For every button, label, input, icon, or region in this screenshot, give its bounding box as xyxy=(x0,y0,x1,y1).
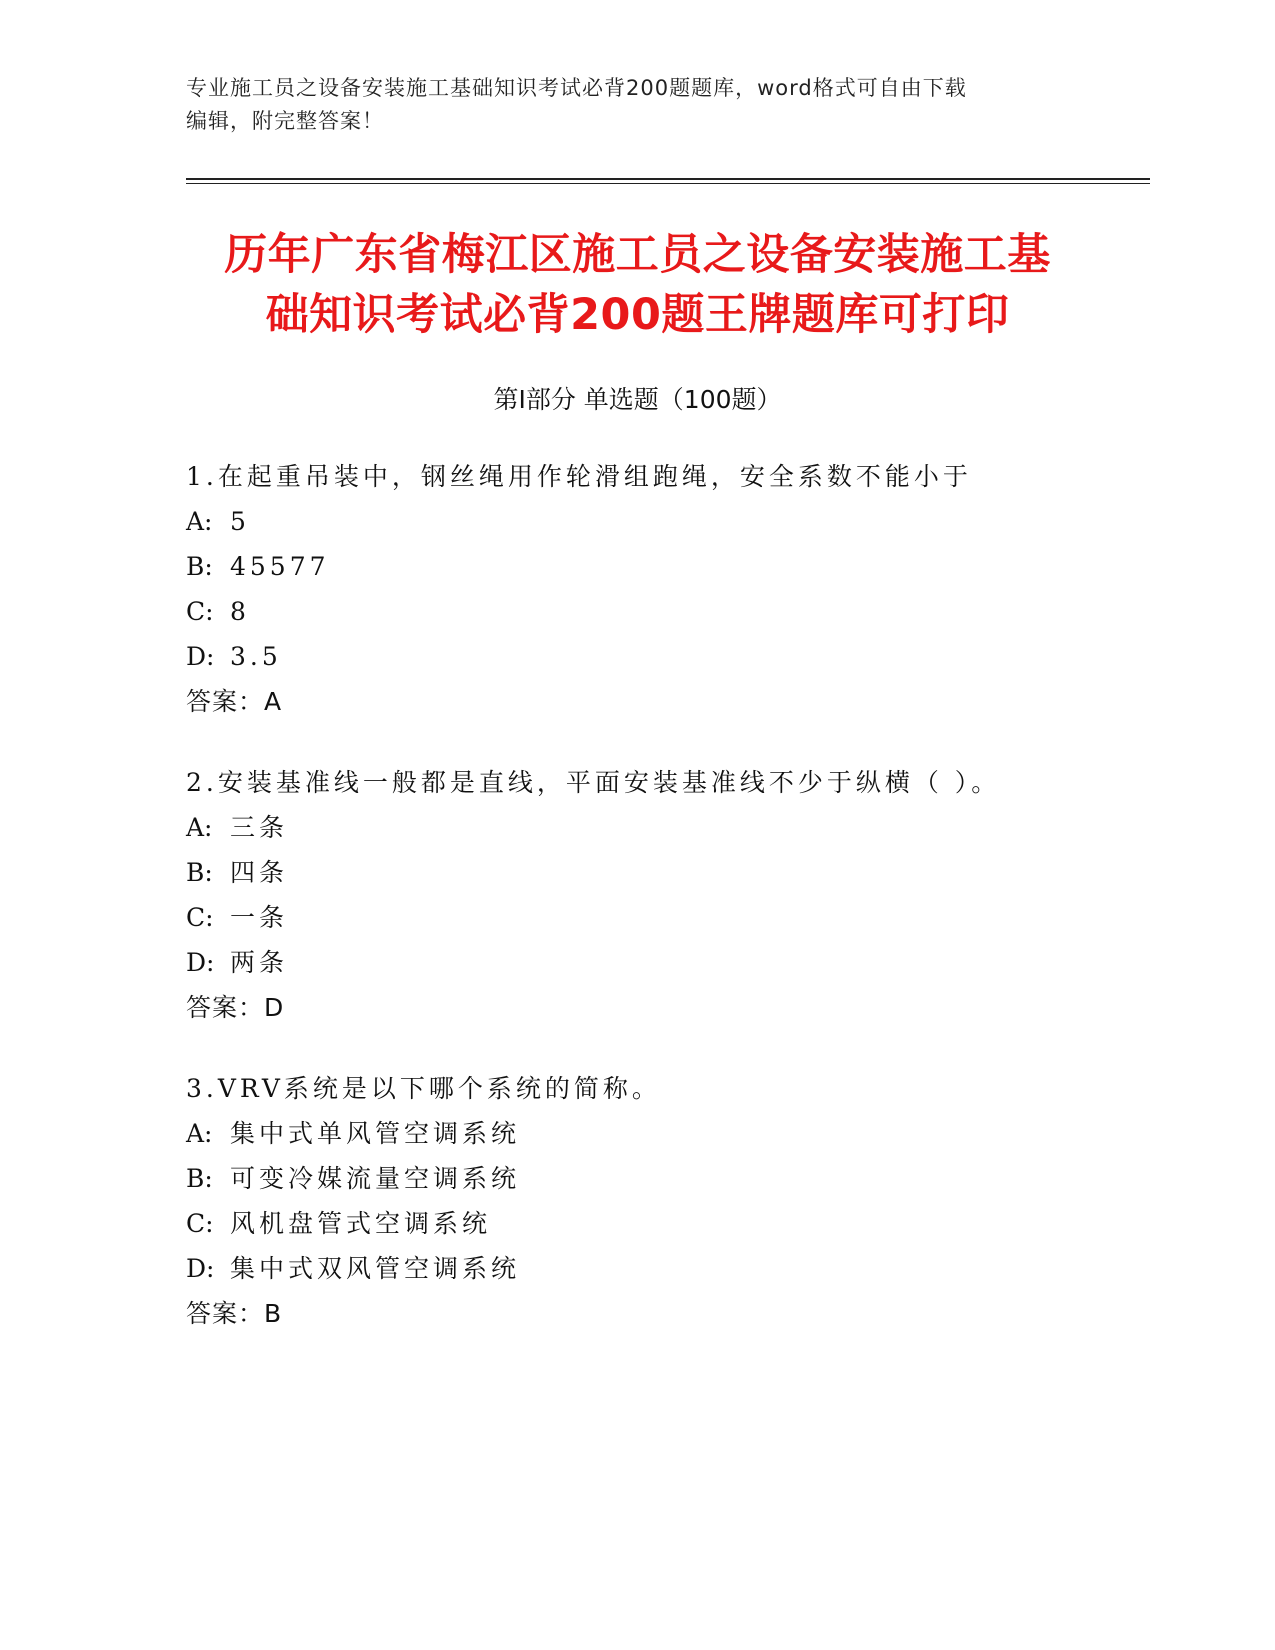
option-text: 3.5 xyxy=(230,642,282,671)
option-d xyxy=(186,940,1086,985)
option-text: 集中式双风管空调系统 xyxy=(230,1254,521,1283)
option-text: 风机盘管式空调系统 xyxy=(230,1209,492,1238)
option-text: 5 xyxy=(230,507,250,536)
option-a xyxy=(186,499,1086,544)
header-divider-thin xyxy=(186,183,1150,184)
title-line-1: 历年广东省梅江区施工员之设备安装施工基 xyxy=(224,230,1051,280)
option-c xyxy=(186,589,1086,634)
option-d xyxy=(186,1246,1086,1291)
answer-line: 答案：A xyxy=(186,687,283,716)
answer-line: 答案：D xyxy=(186,993,285,1022)
option-letter: C: xyxy=(186,903,214,932)
option-d xyxy=(186,634,1086,679)
option-text: 四条 xyxy=(230,858,289,887)
option-a xyxy=(186,805,1086,850)
document-title xyxy=(150,225,1125,345)
question-1 xyxy=(186,454,1086,724)
option-text: 可变冷媒流量空调系统 xyxy=(230,1164,521,1193)
question-stem: 3.VRV系统是以下哪个系统的简称。 xyxy=(186,1074,661,1103)
option-letter: A: xyxy=(186,1119,213,1148)
option-text: 8 xyxy=(230,597,250,626)
option-text: 三条 xyxy=(230,813,289,842)
document-header xyxy=(186,72,1066,138)
option-letter: A: xyxy=(186,507,213,536)
header-line-1: 专业施工员之设备安装施工基础知识考试必背200题题库，word格式可自由下载 xyxy=(186,76,967,100)
answer-line: 答案：B xyxy=(186,1299,283,1328)
option-text: 两条 xyxy=(230,948,289,977)
option-letter: C: xyxy=(186,1209,214,1238)
option-text: 集中式单风管空调系统 xyxy=(230,1119,521,1148)
option-c xyxy=(186,1201,1086,1246)
option-letter: D: xyxy=(186,642,215,671)
header-line-2: 编辑，附完整答案！ xyxy=(186,109,384,133)
header-divider-thick xyxy=(186,178,1150,180)
option-b xyxy=(186,544,1086,589)
question-3 xyxy=(186,1066,1086,1336)
option-text: 45577 xyxy=(230,552,330,581)
option-letter: B: xyxy=(186,858,213,887)
option-letter: A: xyxy=(186,813,213,842)
option-b xyxy=(186,1156,1086,1201)
title-line-2: 础知识考试必背200题王牌题库可打印 xyxy=(265,290,1010,340)
question-2 xyxy=(186,760,1086,1030)
option-c xyxy=(186,895,1086,940)
question-stem: 2.安装基准线一般都是直线，平面安装基准线不少于纵横（ ）。 xyxy=(186,768,1001,797)
option-letter: B: xyxy=(186,552,213,581)
option-letter: B: xyxy=(186,1164,213,1193)
option-text: 一条 xyxy=(230,903,289,932)
option-b xyxy=(186,850,1086,895)
option-a xyxy=(186,1111,1086,1156)
question-stem: 1.在起重吊装中，钢丝绳用作轮滑组跑绳，安全系数不能小于 xyxy=(186,462,972,491)
option-letter: D: xyxy=(186,948,215,977)
option-letter: D: xyxy=(186,1254,215,1283)
option-letter: C: xyxy=(186,597,214,626)
section-heading: 第Ⅰ部分 单选题（100题） xyxy=(493,385,782,414)
